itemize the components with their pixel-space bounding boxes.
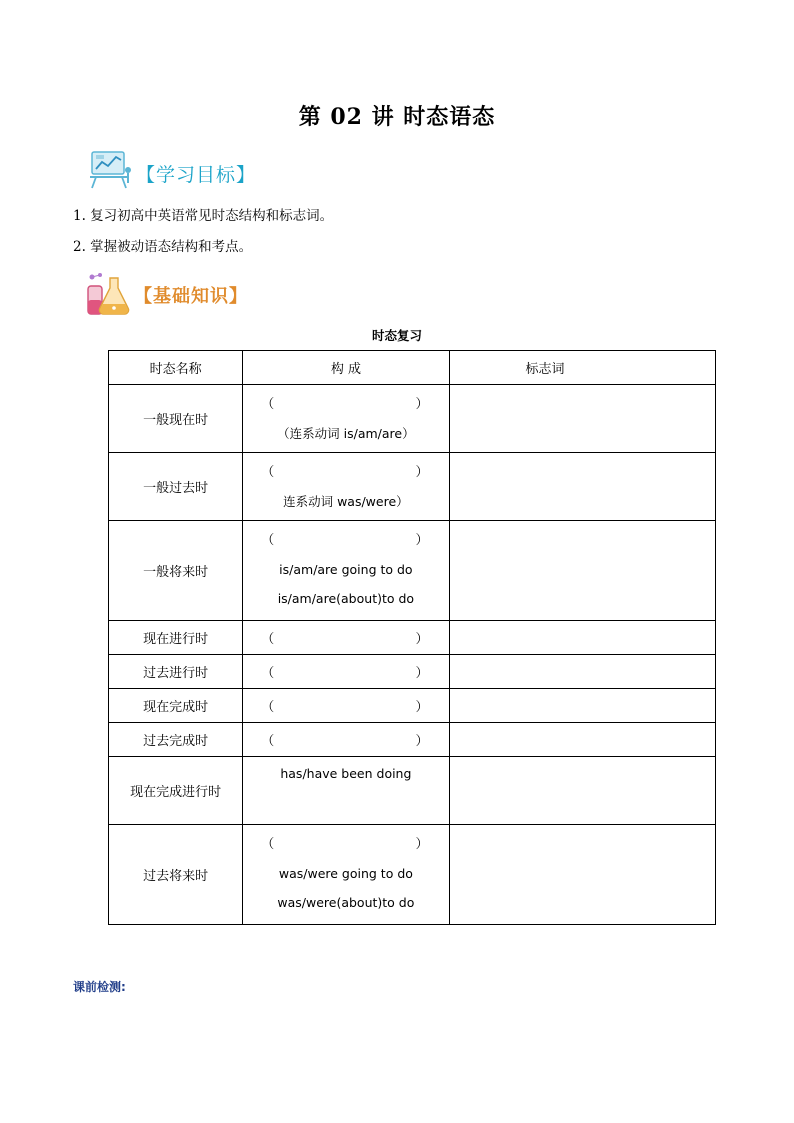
table-header-row — [109, 351, 716, 385]
table-row — [109, 453, 716, 521]
pre-class-check-label: 课前检测: — [73, 980, 126, 994]
learning-goals-header — [86, 150, 256, 196]
structure-cell — [243, 521, 449, 621]
signal-words-cell[interactable] — [449, 825, 715, 925]
structure-line: （连系动词 is/am/are） — [277, 426, 415, 441]
signal-words-cell[interactable] — [449, 757, 715, 825]
structure-cell — [243, 655, 449, 689]
blank-parens: （ ） — [261, 666, 429, 681]
blank-parens: （ ） — [261, 533, 429, 548]
blank-parens: （ ） — [261, 700, 429, 715]
signal-words-cell[interactable] — [449, 453, 715, 521]
signal-words-cell[interactable] — [449, 621, 715, 655]
tense-name-cell: 一般现在时 — [109, 385, 243, 453]
tense-name-cell: 过去将来时 — [109, 825, 243, 925]
structure-line: has/have been doing — [280, 766, 412, 781]
table-title: 时态复习 — [371, 328, 422, 343]
structure-cell — [243, 385, 449, 453]
blank-parens: （ ） — [261, 465, 429, 480]
tense-name-cell: 现在完成时 — [109, 689, 243, 723]
tense-name-cell: 现在完成进行时 — [109, 757, 243, 825]
signal-words-cell[interactable] — [449, 723, 715, 757]
structure-line: is/am/are(about)to do — [277, 591, 415, 606]
table-row — [109, 621, 716, 655]
tense-name-cell: 一般过去时 — [109, 453, 243, 521]
goal-item-2: 2. 掌握被动语态结构和考点。 — [73, 239, 253, 255]
table-row — [109, 521, 716, 621]
tense-review-table — [108, 350, 716, 925]
structure-line: is/am/are going to do — [279, 562, 413, 577]
basic-knowledge-label: 【基础知识】 — [134, 286, 248, 307]
basic-knowledge-header — [84, 272, 248, 318]
signal-words-cell[interactable] — [449, 655, 715, 689]
blank-parens: （ ） — [261, 734, 429, 749]
table-row — [109, 385, 716, 453]
header-signal-words: 标志词 — [449, 351, 715, 385]
tense-name-cell: 过去完成时 — [109, 723, 243, 757]
table-row — [109, 723, 716, 757]
structure-cell — [243, 757, 449, 825]
structure-cell — [243, 689, 449, 723]
header-tense-name: 时态名称 — [109, 351, 243, 385]
presentation-board-icon — [86, 150, 136, 196]
structure-cell — [243, 621, 449, 655]
blank-parens: （ ） — [261, 632, 429, 647]
chemistry-flask-icon — [84, 272, 134, 318]
structure-line: was/were(about)to do — [277, 895, 415, 910]
blank-parens: （ ） — [261, 397, 429, 412]
table-row — [109, 825, 716, 925]
signal-words-cell[interactable] — [449, 521, 715, 621]
page-title: 第 02 讲 时态语态 — [298, 104, 496, 130]
structure-cell — [243, 453, 449, 521]
table-row — [109, 757, 716, 825]
tense-name-cell: 现在进行时 — [109, 621, 243, 655]
structure-line: was/were going to do — [278, 866, 413, 881]
tense-name-cell: 过去进行时 — [109, 655, 243, 689]
table-row — [109, 689, 716, 723]
table-row — [109, 655, 716, 689]
tense-name-cell: 一般将来时 — [109, 521, 243, 621]
learning-goals-label: 【学习目标】 — [136, 163, 257, 186]
structure-line: 连系动词 was/were） — [283, 494, 409, 509]
structure-cell — [243, 825, 449, 925]
structure-cell — [243, 723, 449, 757]
header-structure: 构 成 — [243, 351, 449, 385]
goal-item-1: 1. 复习初高中英语常见时态结构和标志词。 — [73, 208, 334, 224]
signal-words-cell[interactable] — [449, 385, 715, 453]
signal-words-cell[interactable] — [449, 689, 715, 723]
blank-parens: （ ） — [261, 837, 429, 852]
